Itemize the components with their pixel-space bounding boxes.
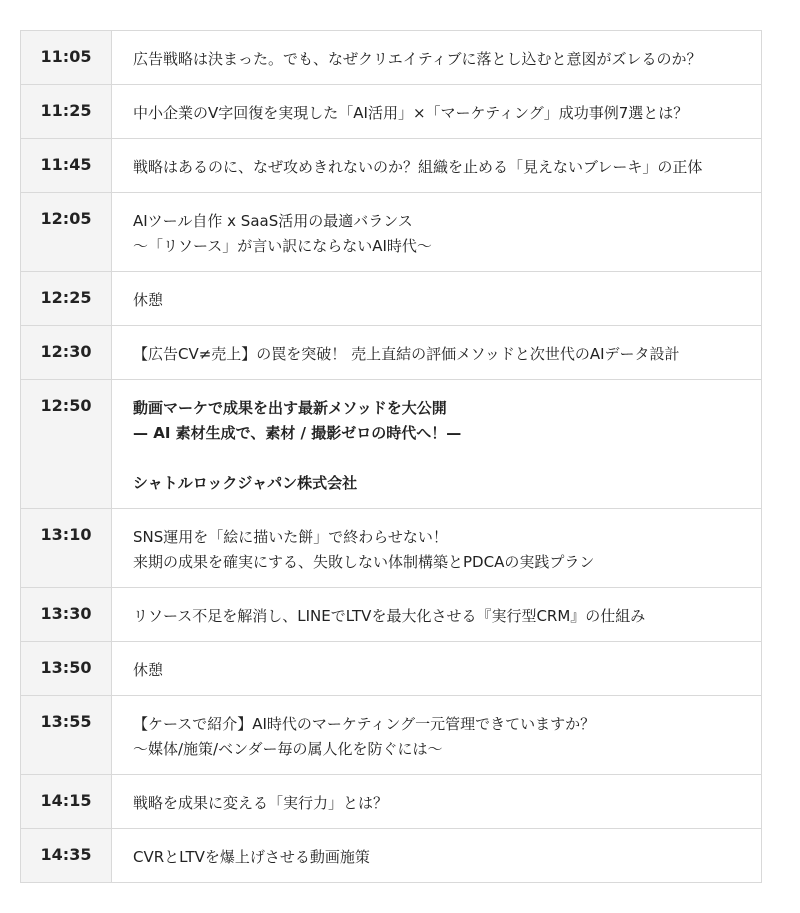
session-title: 【広告CV≠売上】の罠を突破！ 売上直結の評価メソッドと次世代のAIデータ設計 <box>112 326 762 380</box>
table-row <box>21 326 762 380</box>
session-title: 休憩 <box>112 642 762 696</box>
schedule-table <box>20 30 762 883</box>
session-time: 13:10 <box>21 509 112 588</box>
table-row <box>21 272 762 326</box>
table-row <box>21 193 762 272</box>
session-time: 12:50 <box>21 380 112 509</box>
session-title: 戦略はあるのに、なぜ攻めきれないのか？組織を止める「見えないブレーキ」の正体 <box>112 139 762 193</box>
table-row <box>21 588 762 642</box>
session-title: 戦略を成果に変える「実行力」とは？ <box>112 775 762 829</box>
session-title: SNS運用を「絵に描いた餅」で終わらせない！ 来期の成果を確実にする、失敗しない体制構築とPDCAの実践プラン <box>112 509 762 588</box>
session-title: 【ケースで紹介】AI時代のマーケティング一元管理できていますか？ 〜媒体/施策/ベンダー毎の属人化を防ぐには〜 <box>112 696 762 775</box>
session-time: 12:30 <box>21 326 112 380</box>
session-time: 12:05 <box>21 193 112 272</box>
session-title: AIツール自作 x SaaS活用の最適バランス 〜「リソース」が言い訳にならないAI時代〜 <box>112 193 762 272</box>
table-row <box>21 31 762 85</box>
session-title: 広告戦略は決まった。でも、なぜクリエイティブに落とし込むと意図がズレるのか？ <box>112 31 762 85</box>
table-row <box>21 139 762 193</box>
session-time: 11:25 <box>21 85 112 139</box>
table-row <box>21 829 762 883</box>
table-row <box>21 380 762 509</box>
session-title: CVRとLTVを爆上げさせる動画施策 <box>112 829 762 883</box>
session-time: 14:15 <box>21 775 112 829</box>
session-title: 動画マーケで成果を出す最新メソッドを大公開 — AI 素材生成で、素材 / 撮影ゼロの時代へ！— シャトルロックジャパン株式会社 <box>112 380 762 509</box>
table-row <box>21 696 762 775</box>
session-time: 12:25 <box>21 272 112 326</box>
session-time: 11:05 <box>21 31 112 85</box>
session-title: 中小企業のV字回復を実現した「AI活用」×「マーケティング」成功事例7選とは？ <box>112 85 762 139</box>
session-time: 13:55 <box>21 696 112 775</box>
table-row <box>21 509 762 588</box>
table-row <box>21 775 762 829</box>
table-row <box>21 642 762 696</box>
session-title: 休憩 <box>112 272 762 326</box>
table-row <box>21 85 762 139</box>
session-time: 14:35 <box>21 829 112 883</box>
session-time: 13:50 <box>21 642 112 696</box>
session-title: リソース不足を解消し、LINEでLTVを最大化させる『実行型CRM』の仕組み <box>112 588 762 642</box>
session-time: 11:45 <box>21 139 112 193</box>
session-time: 13:30 <box>21 588 112 642</box>
